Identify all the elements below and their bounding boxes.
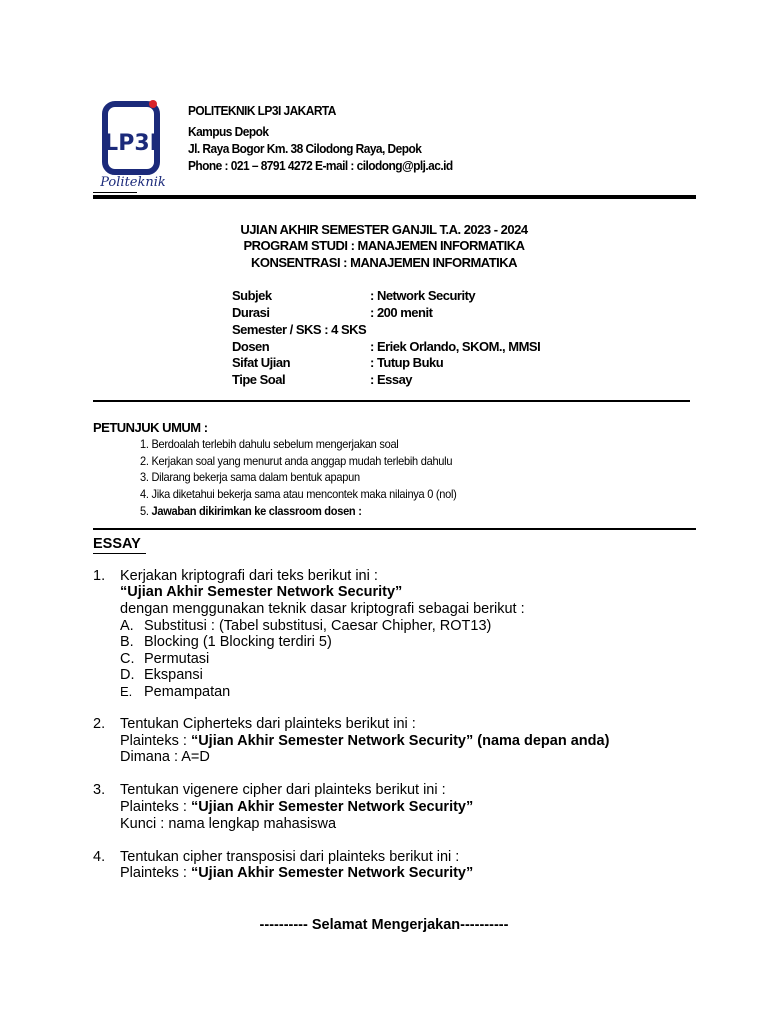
petunjuk-item: 4. Jika diketahui bekerja sama atau mencontek maka nilainya 0 (nol) xyxy=(140,487,457,501)
plaintext-label: Plainteks : xyxy=(120,865,187,881)
campus-address: Jl. Raya Bogor Km. 38 Cilodong Raya, Depok xyxy=(188,141,422,156)
subjek-value: : Network Security xyxy=(370,288,476,303)
question-1-text: Kerjakan kriptografi dari teks berikut ini : xyxy=(120,568,378,584)
semester-line: Semester / SKS : 4 SKS xyxy=(232,322,367,337)
option-letter: A. xyxy=(120,618,134,634)
sifat-label: Sifat Ujian xyxy=(232,355,291,370)
question-3-text-2: Kunci : nama lengkap mahasiswa xyxy=(120,816,337,832)
question-1-number: 1. xyxy=(93,568,106,584)
header-rule-thin xyxy=(93,192,137,193)
sifat-value: : Tutup Buku xyxy=(370,355,444,370)
tipe-label: Tipe Soal xyxy=(232,372,286,387)
petunjuk-heading: PETUNJUK UMUM : xyxy=(93,420,208,435)
plaintext-value: “Ujian Akhir Semester Network Security” xyxy=(190,865,474,881)
info-divider xyxy=(93,400,690,402)
option-letter: C. xyxy=(120,651,135,667)
tipe-value: : Essay xyxy=(370,372,413,387)
essay-heading: ESSAY xyxy=(93,536,141,552)
concentration-title: KONSENTRASI : MANAJEMEN INFORMATIKA xyxy=(250,255,518,270)
durasi-label: Durasi xyxy=(232,305,270,320)
option-letter: B. xyxy=(120,634,134,650)
petunjuk-item: 2. Kerjakan soal yang menurut anda anggap mudah terlebih dahulu xyxy=(140,454,453,468)
institution-name: POLITEKNIK LP3I JAKARTA xyxy=(188,103,336,118)
question-1-quote: “Ujian Akhir Semester Network Security” xyxy=(120,584,403,600)
durasi-value: : 200 menit xyxy=(370,305,433,320)
dosen-value: : Eriek Orlando, SKOM., MMSI xyxy=(370,339,541,354)
option-text: Blocking (1 Blocking terdiri 5) xyxy=(144,634,332,650)
institution-logo xyxy=(93,98,173,194)
question-3-number: 3. xyxy=(93,782,106,798)
campus-contact: Phone : 021 – 8791 4272 E-mail : cilodong@plj.ac.id xyxy=(188,158,453,173)
plaintext-label: Plainteks : xyxy=(120,799,187,815)
petunjuk-divider xyxy=(93,528,696,530)
essay-heading-underline xyxy=(93,553,146,554)
question-4-text: Tentukan cipher transposisi dari plainteks berikut ini : xyxy=(120,849,460,865)
question-2-text: Tentukan Cipherteks dari plainteks berikut ini : xyxy=(120,716,416,732)
petunjuk-item-5-number: 5. xyxy=(140,504,149,518)
option-letter: E. xyxy=(120,684,133,699)
header-rule-thick xyxy=(93,195,696,199)
plaintext-label: Plainteks : xyxy=(120,733,187,749)
plaintext-value: “Ujian Akhir Semester Network Security” xyxy=(190,799,474,815)
exam-title: UJIAN AKHIR SEMESTER GANJIL T.A. 2023 - 2024 xyxy=(240,222,528,237)
closing-text: ---------- Selamat Mengerjakan---------- xyxy=(259,917,509,933)
petunjuk-item-5-text: Jawaban dikirimkan ke classroom dosen : xyxy=(151,504,362,518)
question-3-text: Tentukan vigenere cipher dari plainteks berikut ini : xyxy=(120,782,446,798)
plaintext-value: “Ujian Akhir Semester Network Security” (nama depan anda) xyxy=(190,733,610,749)
question-1-text-2: dengan menggunakan teknik dasar kriptografi sebagai berikut : xyxy=(120,601,525,617)
campus-name: Kampus Depok xyxy=(188,124,269,139)
option-text: Pemampatan xyxy=(144,684,231,700)
option-text: Permutasi xyxy=(144,651,210,667)
petunjuk-item: 3. Dilarang bekerja sama dalam bentuk apapun xyxy=(140,470,360,484)
petunjuk-item: 1. Berdoalah terlebih dahulu sebelum mengerjakan soal xyxy=(140,437,399,451)
question-3-plaintext xyxy=(120,799,473,815)
option-text: Ekspansi xyxy=(144,667,203,683)
question-2-plaintext xyxy=(120,733,609,749)
question-4-number: 4. xyxy=(93,849,106,865)
question-4-plaintext xyxy=(120,865,473,881)
option-letter: D. xyxy=(120,667,135,683)
dosen-label: Dosen xyxy=(232,339,270,354)
subjek-label: Subjek xyxy=(232,288,272,303)
question-2-number: 2. xyxy=(93,716,106,732)
logo-script: Politeknik xyxy=(100,175,166,190)
logo-text: LP3I xyxy=(104,131,158,156)
question-2-text-2: Dimana : A=D xyxy=(120,749,210,765)
petunjuk-item-5 xyxy=(140,504,362,518)
program-title: PROGRAM STUDI : MANAJEMEN INFORMATIKA xyxy=(243,238,525,253)
option-text: Substitusi : (Tabel substitusi, Caesar Chipher, ROT13) xyxy=(144,618,492,634)
